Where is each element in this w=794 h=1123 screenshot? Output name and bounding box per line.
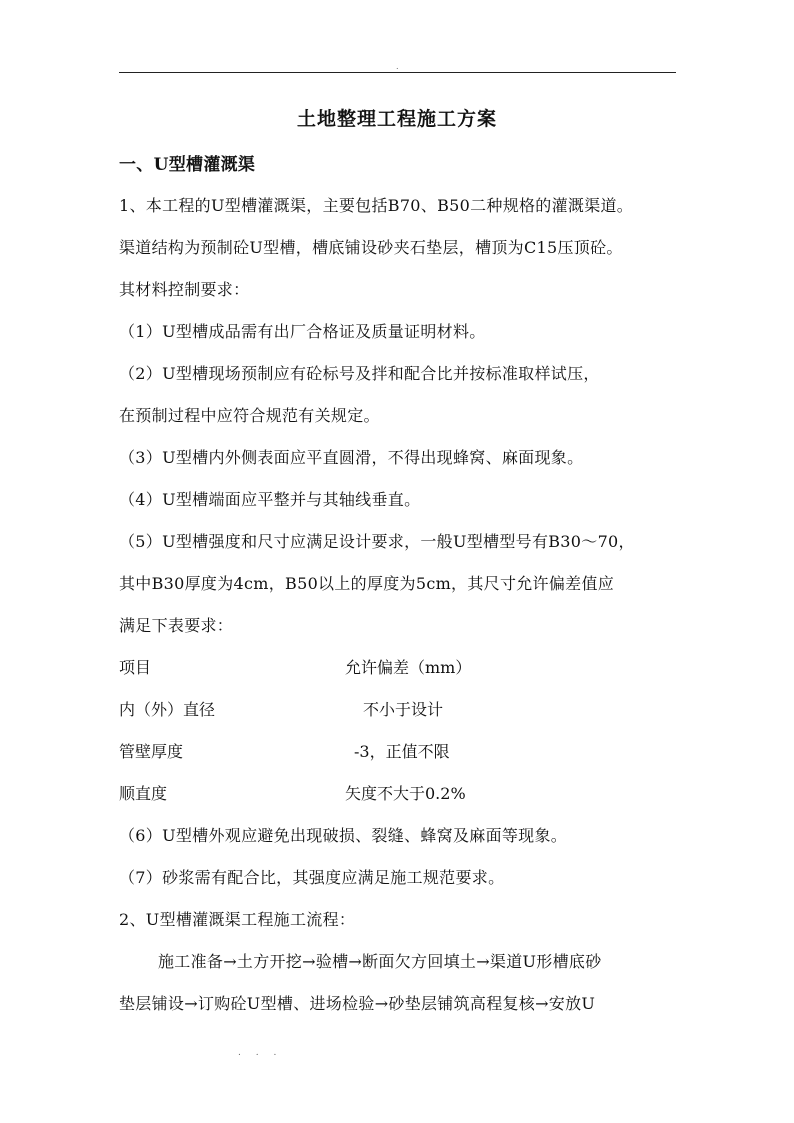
document-title: 土地整理工程施工方案: [296, 108, 497, 130]
requirement-4: （4）U型槽端面应平整并与其轴线垂直。: [119, 490, 421, 509]
requirement-5-line-1: （5）U型槽强度和尺寸应满足设计要求，一般U型槽型号有B30～70，: [119, 532, 635, 551]
table-row-item: 管壁厚度: [119, 742, 184, 761]
table-row-value: 矢度不大于0.2%: [345, 784, 466, 803]
requirement-2-line-2: 在预制过程中应符合规范有关规定。: [119, 406, 380, 425]
paragraph-1-line-2: 渠道结构为预制砼U型槽，槽底铺设砂夹石垫层，槽顶为C15压顶砼。: [119, 238, 623, 257]
paragraph-1-line-3: 其材料控制要求：: [119, 280, 250, 299]
table-row-value: -3，正值不限: [354, 742, 450, 761]
header-mark: .: [396, 62, 399, 71]
paragraph-2: 2、U型槽灌溉渠工程施工流程：: [119, 910, 356, 929]
flow-line-1: 施工准备→土方开挖→验槽→断面欠方回填土→渠道U形槽底砂: [158, 952, 602, 971]
table-row-item: 顺直度: [119, 784, 168, 803]
header-rule: [119, 72, 676, 73]
footer-mark: . . .: [238, 1048, 283, 1058]
table-header-value: 允许偏差（mm）: [345, 658, 472, 677]
table-row-value: 不小于设计: [363, 700, 444, 719]
requirement-5-line-2: 其中B30厚度为4cm，B50以上的厚度为5cm，其尺寸允许偏差值应: [119, 574, 615, 593]
requirement-1: （1）U型槽成品需有出厂合格证及质量证明材料。: [119, 322, 486, 341]
requirement-6: （6）U型槽外观应避免出现破损、裂缝、蜂窝及麻面等现象。: [119, 826, 568, 845]
requirement-7: （7）砂浆需有配合比，其强度应满足施工规范要求。: [119, 868, 505, 887]
flow-line-2: 垫层铺设→订购砼U型槽、进场检验→砂垫层铺筑高程复核→安放U: [119, 994, 596, 1013]
table-header-item: 项目: [119, 658, 152, 677]
table-row-item: 内（外）直径: [119, 700, 216, 719]
section-heading-1: 一、U型槽灌溉渠: [119, 155, 256, 175]
requirement-5-line-3: 满足下表要求：: [119, 616, 234, 635]
requirement-3: （3）U型槽内外侧表面应平直圆滑，不得出现蜂窝、麻面现象。: [119, 448, 584, 467]
paragraph-1-line-1: 1、本工程的U型槽灌溉渠，主要包括B70、B50二种规格的灌溉渠道。: [119, 196, 634, 215]
requirement-2-line-1: （2）U型槽现场预制应有砼标号及拌和配合比并按标准取样试压，: [119, 364, 600, 383]
